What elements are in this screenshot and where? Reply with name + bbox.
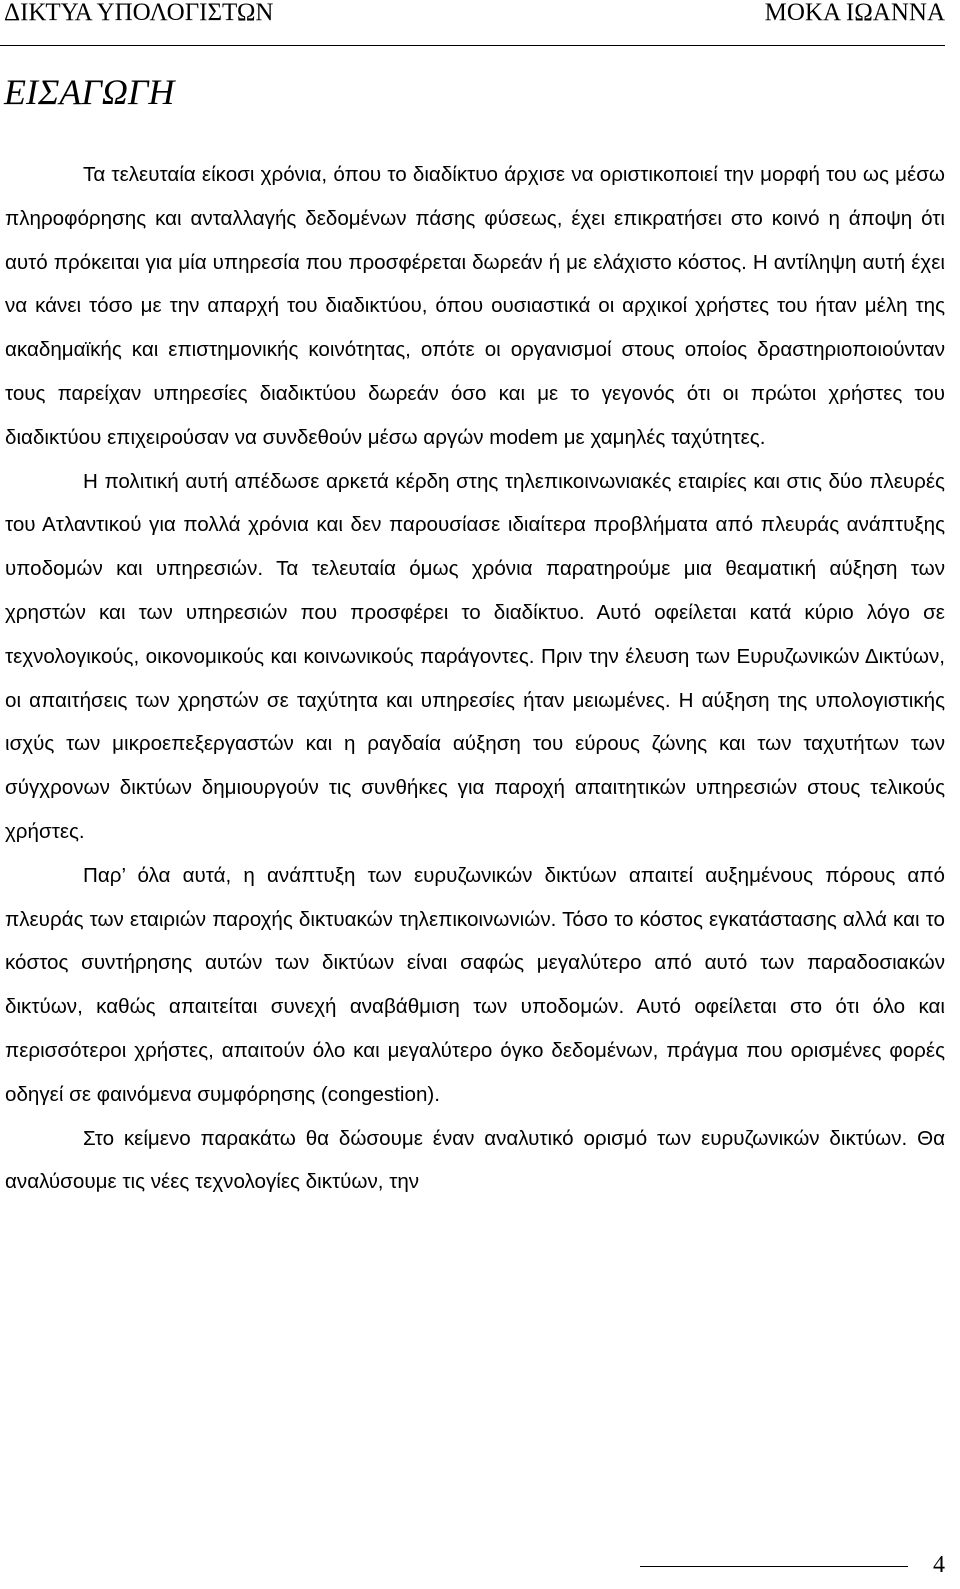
header-author: ΜΟΚΑ ΙΩΑΝΝΑ — [764, 0, 945, 26]
section-title: ΕΙΣΑΓΩΓΗ — [4, 72, 175, 112]
paragraph-2: Η πολιτική αυτή απέδωσε αρκετά κέρδη στης τηλεπικοινωνιακές εταιρίες και στις δύο πλευρές του Ατλαντικού για πολλά χρόνια και δεν παρουσίασε ιδιαίτερα προβλήματα από πλευράς ανάπτυξης υποδομών και υπηρεσιών. Τα τελευταία όμως χρόνια παρατηρούμε μια θεαματική αύξηση των χρηστών και των υπηρεσιών που προσφέρει το διαδίκτυο. Αυτό οφείλεται κατά κύριο λόγο σε τεχνολογικούς, οικονομικούς και κοινωνικούς παράγοντες. Πριν την έλευση των Ευρυζωνικών Δικτύων, οι απαιτήσεις των χρηστών σε ταχύτητα και υπηρεσίες ήταν μειωμένες. Η αύξηση της υπολογιστικής ισχύς των μικροεπεξεργαστών και η ραγδαία αύξηση του εύρους ζώνης και των ταχυτήτων των σύγχρονων δικτύων δημιουργούν τις συνθήκες για παροχή απαιτητικών υπηρεσιών στους τελικούς χρήστες. — [5, 469, 945, 843]
paragraph-3: Παρ’ όλα αυτά, η ανάπτυξη των ευρυζωνικών δικτύων απαιτεί αυξημένους πόρους από πλευράς των εταιριών παροχής δικτυακών τηλεπικοινωνιών. Τόσο το κόστος εγκατάστασης αλλά και το κόστος συντήρησης αυτών των δικτύων είναι σαφώς μεγαλύτερο από αυτό των παραδοσιακών δικτύων, καθώς απαιτείται συνεχή αναβάθμιση των υποδομών. Αυτό οφείλεται στο ότι όλο και περισσότεροι χρήστες, απαιτούν όλο και μεγαλύτερο όγκο δεδομένων, πράγμα που ορισμένες φορές οδηγεί σε φαινόμενα συμφόρησης (congestion). — [5, 863, 945, 1106]
footer-rule — [640, 1566, 908, 1567]
document-body — [5, 153, 945, 1204]
paragraph-1: Τα τελευταία είκοσι χρόνια, όπου το διαδίκτυο άρχισε να οριστικοποιεί την μορφή του ως μέσω πληροφόρησης και ανταλλαγής δεδομένων πάσης φύσεως, έχει επικρατήσει στο κοινό η άποψη ότι αυτό πρόκειται για μία υπηρεσία που προσφέρεται δωρεάν ή με ελάχιστο κόστος. Η αντίληψη αυτή έχει να κάνει τόσο με την απαρχή του διαδικτύου, όπου ουσιαστικά οι αρχικοί χρήστες του ήταν μέλη της ακαδημαϊκής και επιστημονικής κοινότητας, οπότε οι οργανισμοί στους οποίος δραστηριοποιούνταν τους παρείχαν υπηρεσίες διαδικτύου δωρεάν όσο και με το γεγονός ότι οι πρώτοι χρήστες του διαδικτύου επιχειρούσαν να συνδεθούν μέσω αργών modem με χαμηλές ταχύτητες. — [5, 163, 945, 449]
paragraph-4: Στο κείμενο παρακάτω θα δώσουμε έναν αναλυτικό ορισμό των ευρυζωνικών δικτύων. Θα αναλύσουμε τις νέες τεχνολογίες δικτύων, την — [5, 1126, 945, 1194]
page-header — [0, 0, 945, 46]
header-title: ΔΙΚΤΥΑ ΥΠΟΛΟΓΙΣΤΩΝ — [4, 0, 274, 26]
page-number: 4 — [933, 1552, 945, 1578]
